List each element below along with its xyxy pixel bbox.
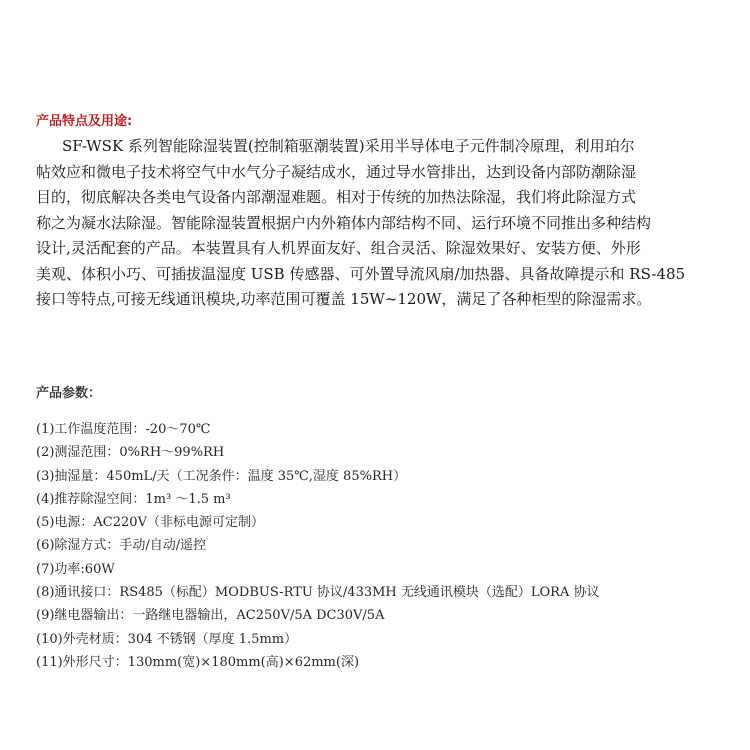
features-line: 美观、体积小巧、可插拔温湿度 USB 传感器、可外置导流风扇/加热器、具备故障提示和 RS-485 xyxy=(36,264,686,283)
params-list xyxy=(36,418,726,674)
param-item-power-supply: (5)电源：AC220V（非标电源可定制） xyxy=(36,515,264,531)
param-item-operating-temperature: (1)工作温度范围：-20～70℃ xyxy=(36,422,211,437)
features-line: 帖效应和微电子技术将空气中水气分子凝结成水，通过导水管排出，达到设备内部防潮除湿 xyxy=(36,162,637,181)
params-heading: 产品参数： xyxy=(36,386,102,401)
features-line: 设计,灵活配套的产品。本装置具有人机界面友好、组合灵活、除湿效果好、安装方便、外形 xyxy=(36,239,641,257)
features-heading: 产品特点及用途: xyxy=(36,114,133,129)
features-line: 称之为凝水法除湿。智能除湿装置根据户内外箱体内部结构不同、运行环境不同推出多种结构 xyxy=(36,213,652,232)
param-item-recommended-space: (4)推荐除湿空间：1m³ ～1.5 m³ xyxy=(36,491,231,507)
param-item-relay-output: (9)继电器输出：一路继电器输出，AC250V/5A DC30V/5A xyxy=(36,608,385,624)
features-line: 目的，彻底解决各类电气设备内部潮湿难题。相对于传统的加热法除湿，我们将此除湿方式 xyxy=(36,188,637,206)
param-item-comm-interface: (8)通讯接口：RS485（标配）MODBUS-RTU 协议/433MH 无线通讯模块（选配）LORA 协议 xyxy=(36,585,600,601)
features-paragraph xyxy=(36,134,716,313)
param-item-dehumidify-mode: (6)除湿方式：手动/自动/遥控 xyxy=(36,538,207,554)
param-item-humidity-range: (2)测湿范围：0%RH～99%RH xyxy=(36,445,225,461)
param-item-dimensions: (11)外形尺寸：130mm(宽)×180mm(高)×62mm(深) xyxy=(36,654,360,670)
param-item-shell-material: (10)外壳材质：304 不锈钢（厚度 1.5mm） xyxy=(36,631,298,647)
param-item-dehumidification-volume: (3)抽湿量：450mL/天（工况条件：温度 35℃,湿度 85%RH） xyxy=(36,468,407,484)
param-item-power: (7)功率:60W xyxy=(36,561,115,577)
features-line: 接口等特点,可接无线通讯模块,功率范围可覆盖 15W~120W，满足了各种柜型的除湿需求。 xyxy=(36,290,652,308)
features-line: SF-WSK 系列智能除湿装置(控制箱驱潮装置)采用半导体电子元件制冷原理，利用珀尔 xyxy=(62,137,635,155)
